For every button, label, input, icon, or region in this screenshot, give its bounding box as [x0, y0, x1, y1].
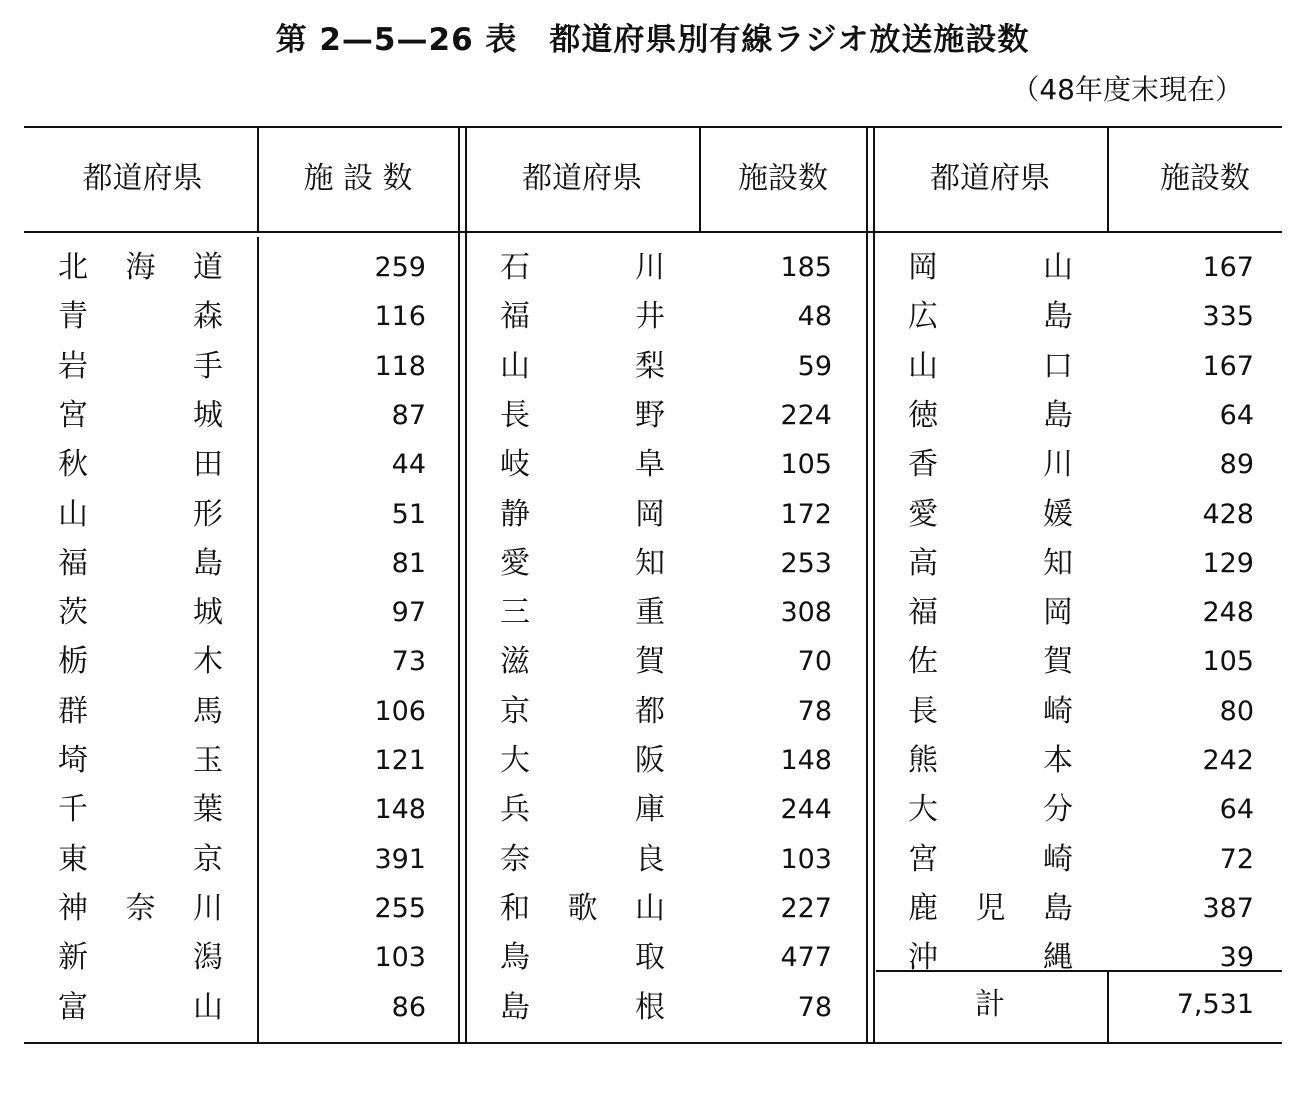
facility-count: 227	[780, 892, 832, 924]
facility-count: 103	[780, 843, 832, 875]
header-prefecture-2: 都道府県	[522, 161, 642, 196]
facility-count: 72	[1219, 843, 1254, 875]
facility-count: 148	[780, 745, 832, 776]
header-prefecture-1: 都道府県	[82, 161, 203, 196]
facility-count: 78	[797, 991, 832, 1023]
facility-count: 167	[1202, 252, 1254, 283]
prefecture-name: 兵 庫	[500, 792, 665, 828]
prefecture-name: 福 島	[58, 545, 223, 581]
prefecture-name: 福 岡	[908, 595, 1073, 631]
facility-count: 242	[1202, 745, 1254, 776]
prefecture-name: 大 阪	[500, 743, 665, 778]
facility-count: 259	[374, 252, 426, 283]
col-divider-3	[1107, 127, 1109, 232]
col-divider-1-body	[257, 237, 259, 1042]
facility-count: 48	[797, 301, 832, 333]
header-rule	[24, 231, 1282, 233]
prefecture-name: 高 知	[908, 545, 1073, 581]
prefecture-name: 京 都	[500, 693, 665, 729]
facility-count: 253	[780, 547, 832, 579]
prefecture-name: 埼 玉	[58, 743, 223, 778]
prefecture-name: 秋 田	[58, 447, 223, 483]
facility-count: 129	[1202, 547, 1254, 579]
facility-count: 185	[780, 252, 832, 283]
facility-count: 248	[1202, 597, 1254, 629]
facility-count: 87	[391, 399, 426, 431]
table-title: 第 2—5—26 表 都道府県別有線ラジオ放送施設数	[275, 22, 1030, 58]
facility-count: 387	[1202, 892, 1254, 924]
facility-count: 428	[1202, 498, 1254, 530]
bottom-rule	[24, 1042, 1282, 1044]
facility-count: 103	[374, 942, 426, 974]
prefecture-name: 滋 賀	[500, 644, 665, 680]
prefecture-name: 千 葉	[58, 792, 223, 828]
facility-count: 116	[374, 301, 426, 333]
panel-divider-2	[866, 127, 875, 1042]
prefecture-name: 富 山	[58, 989, 223, 1025]
prefecture-name: 鹿 児 島	[908, 890, 1073, 926]
panel-divider-1	[458, 127, 467, 1042]
header-facilities-3: 施設数	[1160, 161, 1250, 196]
prefecture-name: 奈 良	[500, 841, 665, 877]
col-divider-2	[699, 127, 701, 232]
col-divider-1	[257, 127, 259, 232]
prefecture-name: 鳥 取	[500, 940, 665, 976]
prefecture-name: 三 重	[500, 595, 665, 631]
prefecture-name: 岐 阜	[500, 447, 665, 483]
prefecture-name: 福 井	[500, 299, 665, 335]
facility-count: 477	[780, 942, 832, 974]
facility-count: 89	[1219, 449, 1254, 481]
prefecture-name: 山 口	[908, 348, 1073, 384]
prefecture-name: 栃 木	[58, 644, 223, 680]
prefecture-name: 青 森	[58, 299, 223, 335]
facility-count: 244	[780, 794, 832, 826]
facility-count: 391	[374, 843, 426, 875]
prefecture-name: 長 崎	[908, 693, 1073, 729]
prefecture-name: 新 潟	[58, 940, 223, 976]
prefecture-name: 宮 崎	[908, 841, 1073, 877]
header-facilities-2: 施設数	[738, 161, 828, 196]
facility-count: 224	[780, 399, 832, 431]
prefecture-name: 大 分	[908, 792, 1073, 828]
prefecture-name: 香 川	[908, 447, 1073, 483]
facility-count: 59	[797, 350, 832, 382]
facility-count: 81	[391, 547, 426, 579]
facility-count: 39	[1219, 942, 1254, 974]
facility-count: 148	[374, 794, 426, 826]
total-count: 7,531	[1176, 989, 1254, 1020]
facility-count: 78	[797, 695, 832, 727]
facility-count: 172	[780, 498, 832, 530]
total-label: 計	[975, 987, 1005, 1022]
prefecture-name: 島 根	[500, 989, 665, 1025]
prefecture-name: 山 形	[58, 496, 223, 532]
prefecture-name: 広 島	[908, 299, 1073, 335]
prefecture-name: 岩 手	[58, 348, 223, 384]
prefecture-name: 宮 城	[58, 397, 223, 433]
prefecture-name: 徳 島	[908, 397, 1073, 433]
prefecture-name: 石 川	[500, 250, 665, 285]
facility-count: 80	[1219, 695, 1254, 727]
facility-count: 86	[391, 991, 426, 1023]
prefecture-name: 沖 縄	[908, 940, 1073, 976]
facility-count: 121	[374, 745, 426, 776]
prefecture-name: 東 京	[58, 841, 223, 877]
facility-count: 44	[391, 449, 426, 481]
table-subtitle: （48年度末現在）	[1011, 73, 1243, 106]
facility-count: 51	[391, 498, 426, 530]
prefecture-name: 神 奈 川	[58, 890, 223, 926]
prefecture-name: 山 梨	[500, 348, 665, 384]
prefecture-name: 岡 山	[908, 250, 1073, 285]
prefecture-name: 愛 媛	[908, 496, 1073, 532]
header-facilities-1: 施 設 数	[303, 161, 413, 196]
prefecture-name: 熊 本	[908, 743, 1073, 778]
col-divider-3-total	[1107, 972, 1109, 1042]
header-prefecture-3: 都道府県	[930, 161, 1050, 196]
facility-count: 105	[1202, 646, 1254, 678]
prefecture-name: 茨 城	[58, 595, 223, 631]
prefecture-name: 長 野	[500, 397, 665, 433]
facility-count: 64	[1219, 399, 1254, 431]
facility-count: 70	[797, 646, 832, 678]
facility-count: 64	[1219, 794, 1254, 826]
prefecture-name: 北 海 道	[58, 250, 223, 285]
facility-count: 308	[780, 597, 832, 629]
prefecture-name: 愛 知	[500, 545, 665, 581]
prefecture-name: 群 馬	[58, 693, 223, 729]
prefecture-name: 佐 賀	[908, 644, 1073, 680]
prefecture-name: 和 歌 山	[500, 890, 665, 926]
facility-count: 335	[1202, 301, 1254, 333]
facility-count: 97	[391, 597, 426, 629]
facility-count: 255	[374, 892, 426, 924]
prefecture-name: 静 岡	[500, 496, 665, 532]
facility-count: 73	[391, 646, 426, 678]
facility-count: 118	[374, 350, 426, 382]
facility-count: 106	[374, 695, 426, 727]
facility-count: 105	[780, 449, 832, 481]
facility-count: 167	[1202, 350, 1254, 382]
